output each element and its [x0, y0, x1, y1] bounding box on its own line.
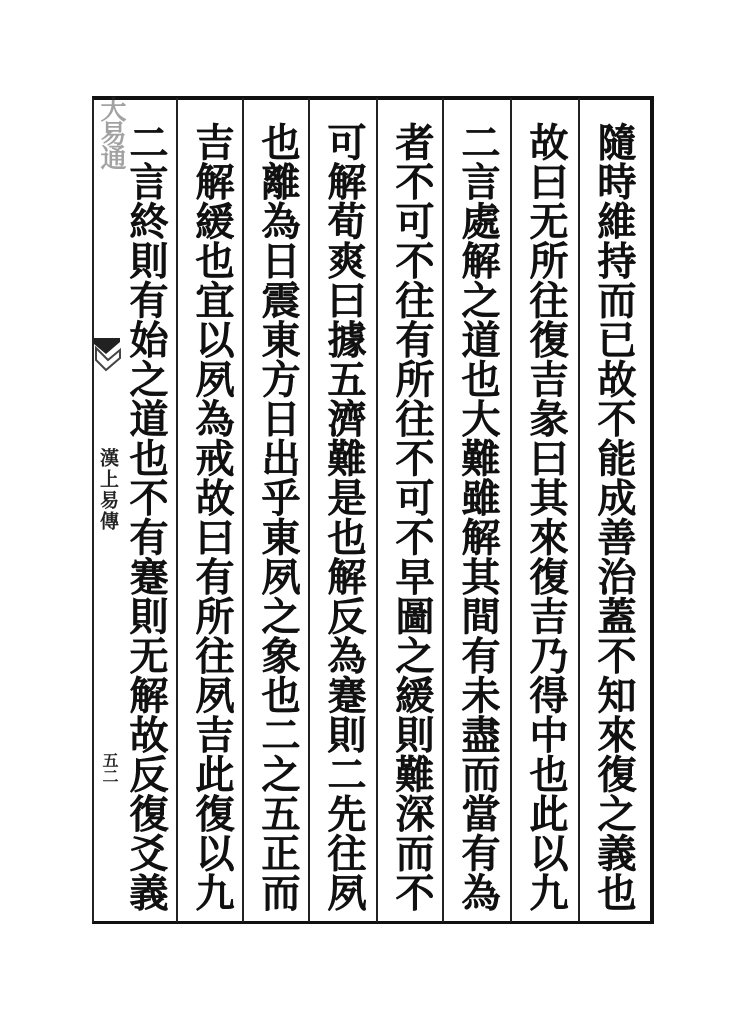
column-rule — [578, 98, 580, 922]
column-rule — [442, 98, 444, 922]
margin-title: 大易通 — [96, 96, 126, 168]
column-rule — [242, 98, 244, 922]
text-column-7: 吉解緩也宜以夙為戒故曰有所往夙吉此復以九 — [189, 122, 235, 912]
column-rule — [510, 98, 512, 922]
text-column-8: 二言終則有始之道也不有蹇則无解故反復爻義 — [123, 122, 169, 912]
text-column-5: 可解荀爽曰據五濟難是也解反為蹇則二先往夙 — [321, 122, 367, 912]
text-column-6: 也離為日震東方日出乎東夙之象也二之五正而 — [255, 122, 301, 912]
column-rule — [176, 98, 178, 922]
text-column-3: 二言處解之道也大難雖解其間有未盡而當有為 — [455, 122, 501, 912]
column-rule — [376, 98, 378, 922]
text-column-1: 隨時維持而已故不能成善治蓋不知來復之義也 — [591, 122, 637, 912]
column-rule — [308, 98, 310, 922]
text-column-2: 故曰无所往復吉彖曰其來復吉乃得中也此以九 — [523, 122, 569, 912]
text-column-4: 者不可不往有所往不可不早圖之緩則難深而不 — [389, 122, 435, 912]
margin-folio-number: 五二 — [100, 752, 119, 784]
margin-book-title: 漢上易傳 — [97, 448, 119, 532]
